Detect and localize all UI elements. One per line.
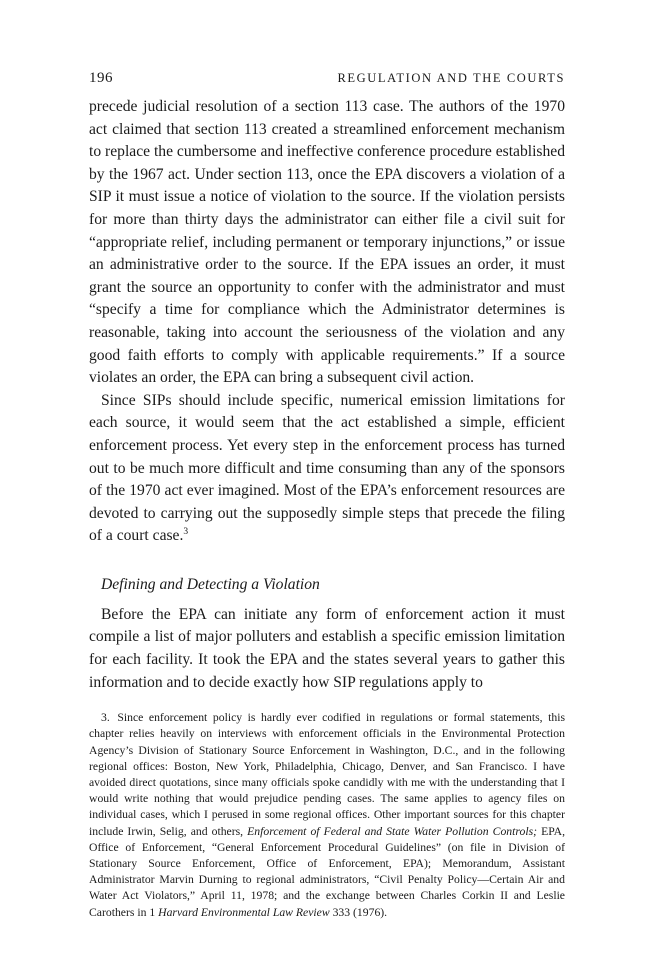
paragraph-2 [89, 390, 565, 548]
footnote-italic-title-a: Enforcement of Federal and State Water Pollution Controls; [247, 824, 538, 838]
footnote-text-b: EPA, Office of Enforcement, “General Enforcement Procedural Guidelines” (on file in Division of Stationary Source Enforcement, Office of Enforcement, EPA); Memorandum, Assistant Administrator Marvin Durning to regional administrators, “Civil Penalty Policy—Certain Air and Water Act Violators,” April 11, 1978; and the exchange between Charles Corkin II and Leslie Carothers in 1 [89, 824, 566, 919]
page-number: 196 [89, 70, 113, 86]
running-head [89, 70, 565, 90]
paragraph-1: precede judicial resolution of a section 113 case. The authors of the 1970 act claimed that section 113 created a streamlined enforcement mechanism to replace the cumbersome and ineffective conference procedure established by the 1967 act. Under section 113, once the EPA discovers a violation of a SIP it must issue a notice of violation to the source. If the violation persists for more than thirty days the administrator can either file a civil suit for “appropriate relief, including permanent or temporary injunctions,” or issue an administrative order to the source. If the EPA issues an order, it must grant the source an opportunity to confer with the administrator and must “specify a time for compliance which the Administrator determines is reasonable, taking into account the seriousness of the violation and any good faith efforts to comply with applicable requirements.” If a source violates an order, the EPA can bring a subsequent civil action. [89, 98, 565, 387]
footnote-number: 3. [101, 711, 110, 725]
paragraph-2-text: Since SIPs should include specific, numerical emission limitations for each source, it would seem that the act established a simple, efficient enforcement process. Yet every step in the enforcement process has turned out to be much more difficult and time consuming than any of the sponsors of the 1970 act ever imagined. Most of the EPA’s enforcement resources are devoted to carrying out the supposedly simple steps that precede the filing of a court case. [89, 391, 565, 545]
footnote-reference: 3 [183, 527, 189, 538]
footnote [89, 710, 565, 921]
body-text [89, 96, 565, 694]
section-heading: Defining and Detecting a Violation [101, 575, 320, 593]
footnote-text-c: 333 (1976). [332, 905, 388, 919]
running-title: REGULATION AND THE COURTS [337, 71, 565, 85]
book-page [89, 70, 565, 921]
footnote-italic-title-b: Harvard Environmental Law Review [158, 905, 330, 919]
footnote-text-a: Since enforcement policy is hardly ever codified in regulations or formal statements, this chapter relies heavily on interviews with enforcement officials in the Environmental Protection Agency’s Division of Stationary Source Enforcement in Washington, D.C., and in the following regional offices: Boston, New York, Philadelphia, Chicago, Denver, and San Francisco. I have avoided direct quotations, since many officials spoke candidly with me with the understanding that I would write nothing that would prejudice pending cases. The same applies to agency files on individual cases, which I perused in some regional offices. Other important sources for this chapter include Irwin, Selig, and others, [89, 711, 566, 838]
paragraph-3: Before the EPA can initiate any form of enforcement action it must compile a list of major polluters and establish a specific emission limitation for each facility. It took the EPA and the states several years to gather this information and to decide exactly how SIP regulations apply to [89, 605, 565, 691]
